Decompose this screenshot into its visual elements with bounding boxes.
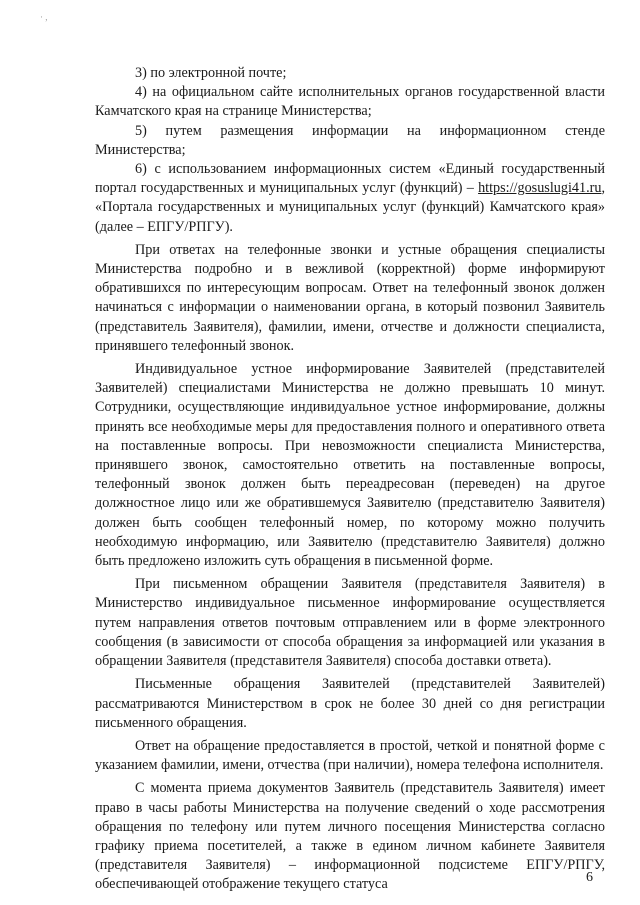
- scan-artifact: · ,: [40, 12, 48, 22]
- paragraph-answer-form: Ответ на обращение предоставляется в простой, четкой и понятной форме с указанием фамилии, имени, отчества (при наличии), номера телефона исполнителя.: [95, 737, 605, 774]
- list-item-5: 5) путем размещения информации на информационном стенде Министерства;: [95, 122, 605, 158]
- list-item-6-suffix: , «Портала государственных и муниципальных услуг (функций) Камчатского края» (далее – ЕПГУ/РПГУ).: [95, 180, 605, 235]
- gosuslugi-link[interactable]: https://gosuslugi41.ru: [478, 180, 602, 197]
- page-number: 6: [586, 870, 593, 885]
- document-body: [95, 64, 605, 895]
- paragraph-written-request: При письменном обращении Заявителя (представителя Заявителя) в Министерство индивидуальное письменное информирование осуществляется путем направления ответов почтовым отправлением или в форме электронного сообщения (в зависимости от способа обращения за информацией или указания в обращении Заявителя (представителя Заявителя) способа доставки ответа).: [95, 576, 605, 670]
- list-item-3: 3) по электронной почте;: [135, 65, 287, 81]
- list-item-6-prefix: 6) с использованием информационных систем «Единый государственный портал государственных и муниципальных услуг (функций) –: [95, 161, 605, 197]
- paragraph-phone-answers: При ответах на телефонные звонки и устные обращения специалисты Министерства подробно и в вежливой (корректной) форме информируют обратившихся по интересующим вопросам. Ответ на телефонный звонок должен начинаться с информации о наименовании органа, в который позвонил Заявитель (представитель Заявителя), фамилии, имени, отчестве и должности специалиста, принявшего телефонный звонок.: [95, 241, 605, 354]
- paragraph-oral-informing: Индивидуальное устное информирование Заявителей (представителей Заявителей) специалистами Министерства не должно превышать 10 минут. Сотрудники, осуществляющие индивидуальное устное информирование, должны принять все необходимые меры для предоставления полного и оперативного ответа на поставленные вопросы. При невозможности специалиста Министерства, принявшего звонок, самостоятельно ответить на поставленные вопросы, телефонный звонок должен быть переадресован (переведен) на другое должностное лицо или же обратившемуся Заявителю (представителю Заявителя) должен быть сообщен телефонный номер, по которому можно получить необходимую информацию, или Заявителю (представителю Заявителя) должно быть предложено изложить суть обращения в письменной форме.: [95, 361, 605, 570]
- paragraph-status-info: С момента приема документов Заявитель (представитель Заявителя) имеет право в часы работы Министерства на получение сведений о ходе рассмотрения обращения по телефону или путем личного посещения Министерства согласно графику приема посетителей, а также в едином личном кабинете Заявителя (представителя Заявителя) – информационной подсистеме ЕПГУ/РПГУ, обеспечивающей отображение текущего статуса: [95, 780, 605, 893]
- list-item-6: [95, 160, 605, 237]
- paragraph-review-term: Письменные обращения Заявителей (представителей Заявителей) рассматриваются Министерством в срок не более 30 дней со дня регистрации письменного обращения.: [95, 676, 605, 731]
- list-item-4: 4) на официальном сайте исполнительных органов государственной власти Камчатского края на странице Министерства;: [95, 84, 605, 120]
